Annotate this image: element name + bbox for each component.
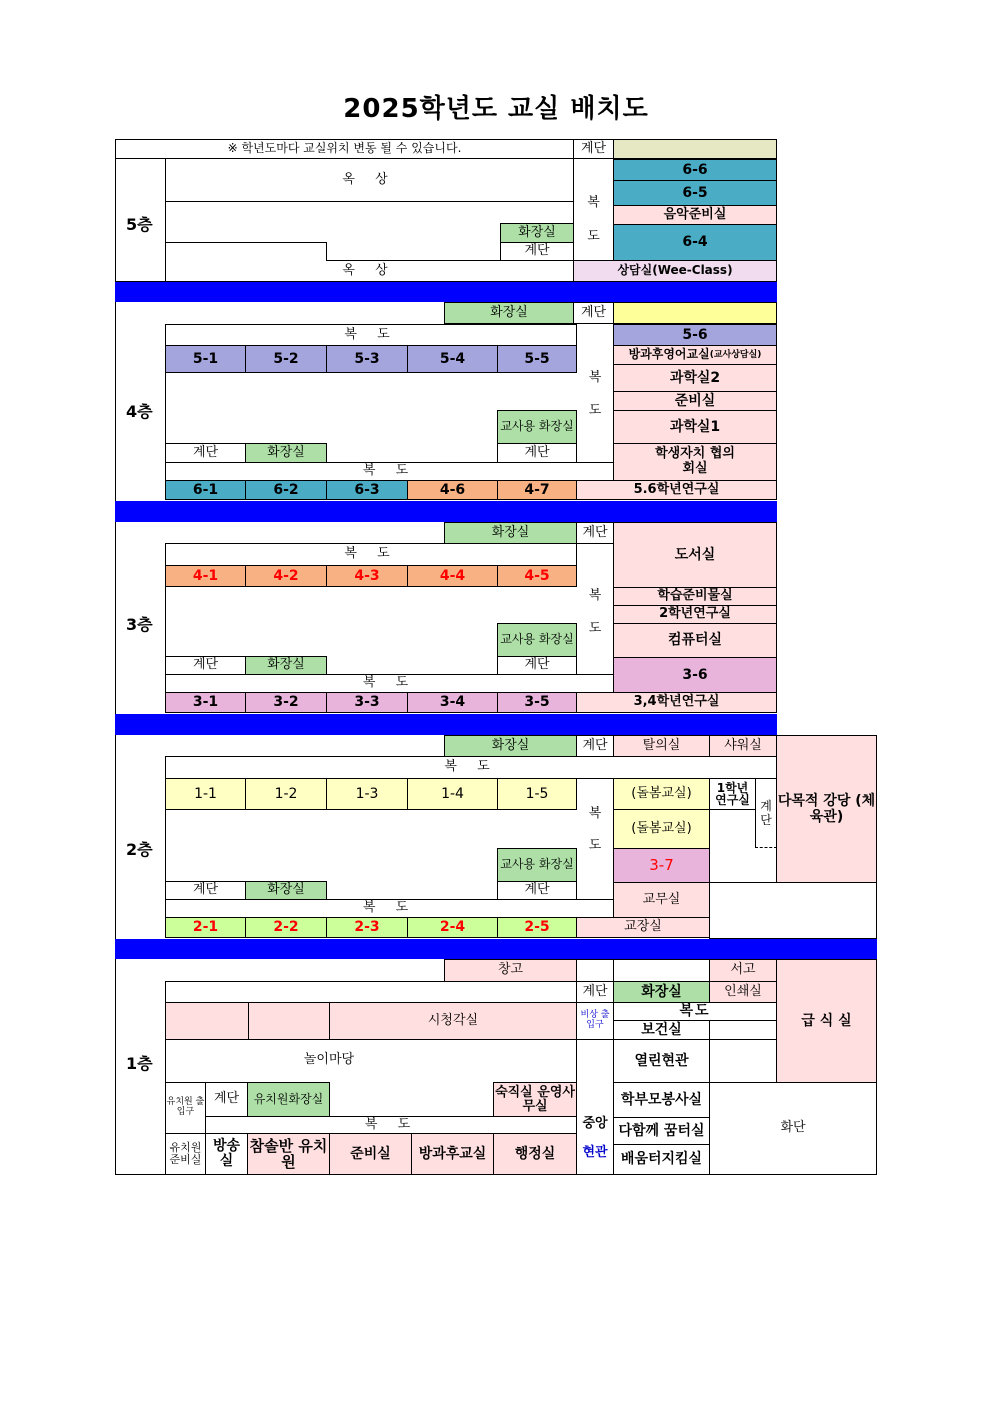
prep-room-1f: 준비실: [329, 1133, 412, 1175]
classroom-4-3: 4-3: [326, 565, 408, 587]
classroom-6-6: 6-6: [613, 159, 777, 181]
toilet-1f: 화장실: [613, 981, 710, 1003]
classroom-5-6: 5-6: [613, 324, 777, 346]
classroom-2-4: 2-4: [407, 917, 498, 938]
parent-volunteer-room: 학부모봉사실: [613, 1082, 710, 1118]
teacher-toilet-4f: 교사용 화장실: [497, 410, 577, 444]
computer-room: 컴퓨터실: [613, 623, 777, 658]
classroom-3-2: 3-2: [245, 692, 327, 713]
security-room: 배움터지킴실: [613, 1144, 710, 1175]
health-room: 보건실: [613, 1020, 710, 1040]
floor-label-4f: 4층: [126, 402, 153, 421]
1f-cell-mid: [709, 1020, 777, 1040]
care-room-2: (돌봄교실): [613, 809, 710, 849]
classroom-2-5: 2-5: [497, 917, 577, 938]
teacher-counseling-label: (교사상담실): [709, 349, 762, 360]
toilet-2f-bottom: 화장실: [245, 881, 327, 900]
classroom-5-3: 5-3: [326, 345, 408, 373]
classroom-5-2: 5-2: [245, 345, 327, 373]
floor-separator-3-2: [115, 714, 777, 735]
toilet-4f-top: 화장실: [444, 302, 574, 324]
corridor-5f-b: 도: [587, 228, 600, 244]
corridor-4f-bottom: 복 도: [165, 462, 614, 481]
yellow-cell-4f: [613, 302, 777, 324]
floor-label-2f: 2층: [126, 840, 153, 859]
kindergarten: 참솔반 유치원: [247, 1133, 330, 1175]
corridor-1f-bottom: 복 도: [205, 1116, 577, 1134]
classroom-6-5: 6-5: [613, 180, 777, 206]
afterschool-room: 방과후교실: [411, 1133, 494, 1175]
1f-cell-top-2: [613, 959, 710, 982]
stairs-2f-top: 계단: [576, 735, 614, 757]
flowerbed: 화단: [709, 1082, 877, 1175]
stairs-3f-left: 계단: [165, 656, 246, 675]
supplies-room: 학습준비물실: [613, 587, 777, 606]
1f-bottom: [115, 1174, 877, 1175]
classroom-4-7: 4-7: [497, 480, 577, 500]
classroom-1-5: 1-5: [497, 778, 577, 810]
classroom-4-4: 4-4: [407, 565, 498, 587]
stairs-dash: [755, 847, 777, 848]
corridor-2f-top: 복 도: [165, 756, 777, 779]
prep-room-4f: 준비실: [613, 391, 777, 411]
olive-cell: [613, 139, 777, 159]
grade-2-office: 2학년연구실: [613, 605, 777, 624]
stairs-1f: 계단: [205, 1082, 248, 1117]
classroom-3-6: 3-6: [613, 657, 777, 693]
1f-pink-room-b: [248, 1002, 330, 1040]
principal-office: 교장실: [576, 917, 710, 938]
classroom-5-1: 5-1: [165, 345, 246, 373]
shower-room: 샤워실: [709, 735, 777, 757]
afterschool-english-room: [613, 345, 777, 365]
duty-room: 숙직실 운영사무실: [493, 1082, 577, 1117]
kinder-prep-room: 유치원 준비실: [165, 1133, 206, 1175]
classroom-4-5: 4-5: [497, 565, 577, 587]
cafeteria: 급 식 실: [776, 959, 877, 1083]
1f-corridor-row: [165, 981, 577, 1003]
counseling-room: 상담실(Wee-Class): [573, 260, 777, 282]
corridor-5f-a: 복: [587, 194, 600, 210]
classroom-3-1: 3-1: [165, 692, 246, 713]
floor-label-1f: 1층: [126, 1054, 153, 1073]
storage-room: 창고: [444, 959, 577, 982]
classroom-4-2: 4-2: [245, 565, 327, 587]
classroom-2-2: 2-2: [245, 917, 327, 938]
classroom-4-1: 4-1: [165, 565, 246, 587]
grade-1-office: 1학년 연구실: [709, 778, 756, 810]
science-room-2: 과학실2: [613, 364, 777, 392]
playground: 놀이마당: [303, 1051, 355, 1067]
music-prep-room: 음악준비실: [613, 205, 777, 225]
central-label: 중앙: [582, 1115, 608, 1131]
toilet-5f: 화장실: [500, 223, 574, 243]
corridor-3f-top: 복 도: [165, 543, 577, 566]
corridor-4f-a: 복: [588, 369, 602, 385]
classroom-5-5: 5-5: [497, 345, 577, 373]
stairs-4f-right: 계단: [497, 443, 577, 463]
care-room-1: (돌봄교실): [613, 778, 710, 810]
grade-5-6-office: 5.6학년연구실: [576, 480, 777, 500]
floor-label-3f: 3층: [126, 615, 153, 634]
emergency-exit: 비상 출입구: [576, 1002, 614, 1040]
dream-room: 다함께 꿈터실: [613, 1117, 710, 1145]
floor-label-5f: 5층: [126, 215, 153, 234]
classroom-6-2: 6-2: [245, 480, 327, 500]
classroom-2-3: 2-3: [326, 917, 408, 938]
corridor-3f-b: 도: [588, 620, 602, 636]
stairs-2f-left: 계단: [165, 881, 246, 900]
corridor-4f-b: 도: [588, 402, 602, 418]
student-council-room: 학생자치 협의회실: [613, 443, 777, 481]
kinder-entrance: 유치원 출입구: [165, 1082, 206, 1134]
5f-line-b: [326, 242, 327, 261]
toilet-3f-top: 화장실: [444, 522, 577, 544]
classroom-2-1: 2-1: [165, 917, 246, 938]
rooftop-bottom: 옥 상: [342, 262, 396, 278]
5f-line-a: [165, 242, 326, 243]
1f-divider: [165, 981, 166, 1175]
corridor-2f-bottom: 복 도: [165, 899, 614, 918]
changing-room: 탈의실: [613, 735, 710, 757]
classroom-1-1: 1-1: [165, 778, 246, 810]
science-room-1: 과학실1: [613, 410, 777, 444]
1f-cell-top: [576, 959, 614, 982]
classroom-6-1: 6-1: [165, 480, 246, 500]
toilet-3f-bottom: 화장실: [245, 656, 327, 675]
floor-separator-2-1: [115, 939, 877, 959]
print-room: 인쇄실: [709, 981, 777, 1003]
floor-separator-5-4: [115, 282, 777, 302]
classroom-1-3: 1-3: [326, 778, 408, 810]
corridor-4f-top: 복 도: [165, 324, 577, 346]
classroom-3-4: 3-4: [407, 692, 498, 713]
gymnasium: 다목적 강당 (체육관): [776, 735, 877, 883]
corridor-1f-right: 복도: [613, 1002, 777, 1021]
teachers-office: 교무실: [613, 882, 710, 918]
classroom-1-2: 1-2: [245, 778, 327, 810]
teacher-toilet-2f: 교사용 화장실: [497, 848, 577, 882]
broadcast-room: 방송 실: [205, 1133, 248, 1175]
open-lobby: 열린현관: [613, 1039, 710, 1083]
corridor-3f-bottom: 복 도: [165, 674, 614, 693]
archive-room: 서고: [709, 959, 777, 982]
3f-divider: [165, 543, 166, 713]
page-title: 2025학년도 교실 배치도: [343, 94, 649, 124]
kinder-toilet: 유치원화장실: [247, 1082, 330, 1117]
library: 도서실: [613, 522, 777, 588]
av-room: 시청각실: [329, 1002, 577, 1040]
classroom-3-5: 3-5: [497, 692, 577, 713]
2f-divider: [165, 756, 166, 938]
4f-divider: [165, 324, 166, 500]
corridor-2f-a: 복: [588, 805, 602, 821]
classroom-3-7: 3-7: [613, 848, 710, 883]
rooftop-top: 옥 상: [342, 171, 396, 187]
classroom-6-4: 6-4: [613, 224, 777, 261]
stairs-2f-right: 계단: [497, 881, 577, 900]
stairs-4f-left: 계단: [165, 443, 246, 463]
5f-roof-line: [165, 201, 574, 202]
classroom-4-6: 4-6: [407, 480, 498, 500]
floor-separator-4-3: [115, 501, 777, 522]
toilet-2f-top: 화장실: [444, 735, 577, 757]
stairs-3f-right: 계단: [497, 656, 577, 675]
entrance-label: 현관: [582, 1144, 608, 1160]
stairs-2f-side: 계 단: [755, 778, 777, 848]
2f-empty-right: [709, 882, 877, 939]
stairs-5f: 계단: [500, 242, 574, 261]
stairs-4f-top: 계단: [573, 302, 614, 324]
teacher-toilet-3f: 교사용 화장실: [497, 623, 577, 657]
corridor-2f-b: 도: [588, 837, 602, 853]
admin-office: 행정실: [493, 1133, 577, 1175]
classroom-5-4: 5-4: [407, 345, 498, 373]
corridor-3f-a: 복: [588, 587, 602, 603]
grade-3-4-office: 3,4학년연구실: [576, 692, 777, 713]
afterschool-english-label: 방과후영어교실: [628, 347, 710, 362]
classroom-3-3: 3-3: [326, 692, 408, 713]
toilet-4f-bottom: 화장실: [245, 443, 327, 463]
classroom-1-4: 1-4: [407, 778, 498, 810]
stairs-5f-top: 계단: [573, 139, 614, 159]
stairs-3f-top: 계단: [576, 522, 614, 544]
stairs-1f-top: 계단: [576, 981, 614, 1003]
1f-pink-room-a: [165, 1002, 249, 1040]
notice: ※ 학년도마다 교실위치 변동 될 수 있습니다.: [115, 139, 574, 159]
classroom-6-3: 6-3: [326, 480, 408, 500]
